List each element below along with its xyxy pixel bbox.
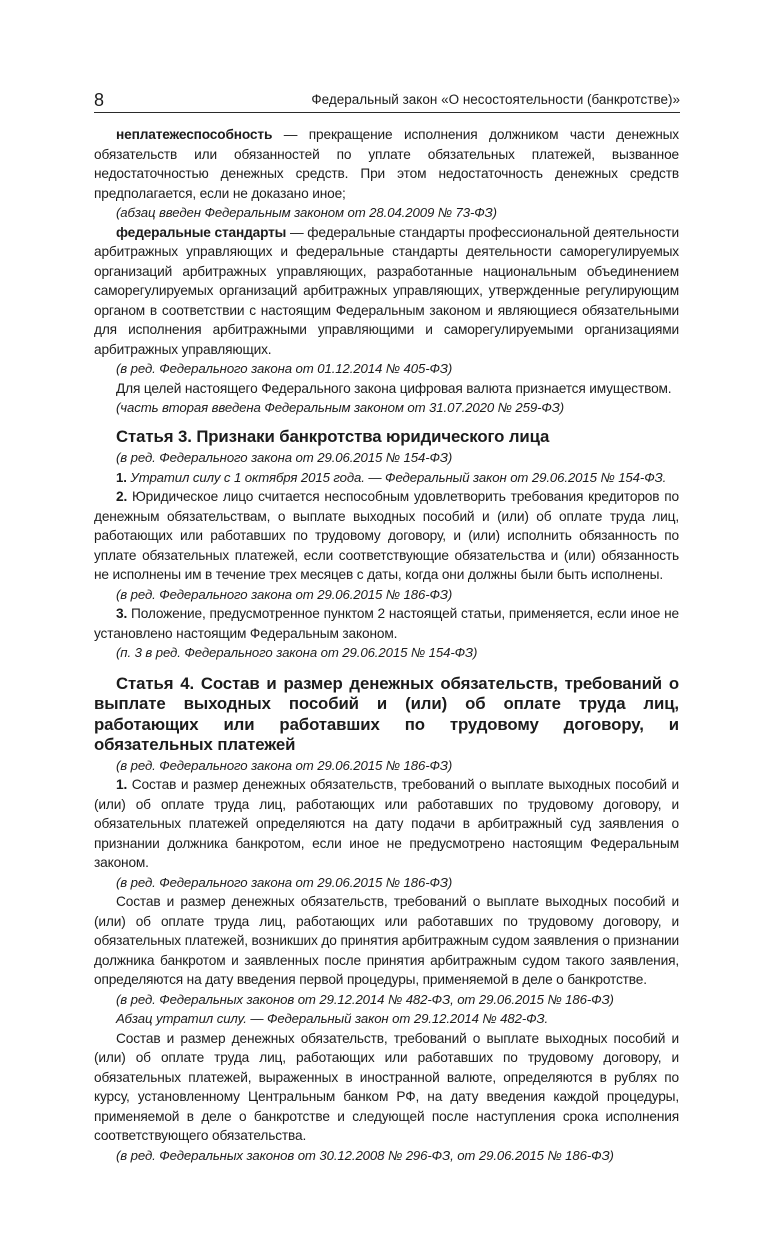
amendment-note: (в ред. Федеральных законов от 30.12.2008 № 296-ФЗ, от 29.06.2015 № 186-ФЗ) bbox=[116, 1147, 614, 1163]
amendment-note: (в ред. Федерального закона от 29.06.2015 № 186-ФЗ) bbox=[116, 874, 453, 890]
definition-text: — федеральные стандарты профессиональной деятельности арбитражных управляющих и федеральные стандарты деятельности саморегулируемых организаций арбитражных управляющих, разработанные национальным объединением саморегулируемых организаций арбитражных управляющих, утвержденные регулирующим органом в соответствии с настоящим Федеральным законом и являющиеся обязательными для исполнения арбитражными управляющими и саморегулируемыми организациями арбитражных управляющих. bbox=[94, 224, 679, 357]
point-text: Юридическое лицо считается неспособным удовлетворить требования кредиторов по денежным обязательствам, о выплате выходных пособий и (или) об оплате труда лиц, работающих или работавших по трудовому договору, и (или) исполнить обязанность по уплате обязательных платежей, если соответствующие обязательства и (или) обязанность не исполнены им в течение трех месяцев с даты, когда они должны были быть исполнены. bbox=[94, 489, 679, 582]
page-content bbox=[94, 125, 679, 1165]
amendment-note: (п. 3 в ред. Федерального закона от 29.06.2015 № 154-ФЗ) bbox=[116, 645, 478, 660]
amendment-note: (в ред. Федерального закона от 29.06.2015 № 186-ФЗ) bbox=[116, 586, 453, 602]
point-number: 3. bbox=[116, 606, 128, 621]
amendment-note: (в ред. Федеральных законов от 29.12.2014 № 482-ФЗ, от 29.06.2015 № 186-ФЗ) bbox=[116, 991, 614, 1007]
definition-federal-standards bbox=[94, 223, 679, 360]
amendment-note: (в ред. Федерального закона от 29.06.2015 № 186-ФЗ) bbox=[116, 757, 453, 773]
running-title: Федеральный закон «О несостоятельности (банкротстве)» bbox=[311, 92, 680, 107]
point-text: Положение, предусмотренное пунктом 2 настоящей статьи, применяется, если иное не установлено настоящим Федеральным законом. bbox=[94, 606, 679, 641]
article-4-paragraph-4: Состав и размер денежных обязательств, требований о выплате выходных пособий и (или) об оплате труда лиц, работающих или работавших по трудовому договору, и обязательных платежей, выраженных в иностранной валюте, определяются в рублях по курсу, установленному Центральным банком РФ, на дату введения каждой процедуры, применяемой в деле о банкротстве и следующей после наступления срока исполнения соответствующего обязательства. bbox=[94, 1030, 679, 1143]
amendment-note: (часть вторая введена Федеральным законом от 31.07.2020 № 259-ФЗ) bbox=[116, 400, 565, 415]
article-3-heading: Статья 3. Признаки банкротства юридического лица bbox=[116, 426, 550, 446]
point-number: 1. bbox=[116, 777, 128, 792]
repealed-paragraph-note: Абзац утратил силу. — Федеральный закон от 29.12.2014 № 482-ФЗ. bbox=[116, 1011, 549, 1026]
definition-insolvency bbox=[94, 125, 679, 203]
term-federal-standards: федеральные стандарты bbox=[116, 224, 287, 240]
page-header bbox=[94, 88, 680, 113]
article-3-point-1 bbox=[94, 468, 679, 488]
article-4-heading: Статья 4. Состав и размер денежных обязательств, требований о выплате выходных пособий и (или) об оплате труда лиц, работающих или работавших по трудовому договору, и обязательных платежей bbox=[94, 673, 679, 754]
article-4-paragraph-2: Состав и размер денежных обязательств, требований о выплате выходных пособий и (или) об оплате труда лиц, работающих или работавших по трудовому договору, и обязательных платежей, возникших до принятия арбитражным судом заявления о признании должника банкротом и заявленных после принятия арбитражным судом такого заявления, определяются на дату введения первой процедуры, применяемой в деле о банкротстве. bbox=[94, 894, 679, 987]
article-3-point-3 bbox=[94, 604, 679, 643]
point-number: 2. bbox=[116, 489, 128, 504]
amendment-note: (в ред. Федерального закона от 29.06.2015 № 154-ФЗ) bbox=[116, 450, 453, 465]
paragraph-digital-currency: Для целей настоящего Федерального закона цифровая валюта признается имуществом. bbox=[116, 380, 672, 396]
point-number: 1. bbox=[116, 469, 127, 485]
page-number: 8 bbox=[94, 90, 105, 110]
amendment-note: (в ред. Федерального закона от 01.12.2014 № 405-ФЗ) bbox=[116, 361, 453, 376]
amendment-note: (абзац введен Федеральным законом от 28.04.2009 № 73-ФЗ) bbox=[116, 205, 497, 220]
point-text: Утратил силу с 1 октября 2015 года. — Федеральный закон от 29.06.2015 № 154-ФЗ. bbox=[126, 469, 667, 485]
article-3-point-2 bbox=[94, 487, 679, 585]
article-4-point-1 bbox=[94, 775, 679, 873]
point-text: Состав и размер денежных обязательств, требований о выплате выходных пособий и (или) об оплате труда лиц, работающих или работавших по трудовому договору, и обязательных платежей определяются на дату подачи в арбитражный суд заявления о признании должника банкротом, если иное не предусмотрено настоящим Федеральным законом. bbox=[94, 777, 679, 870]
term-insolvency: неплатежеспособность bbox=[116, 127, 273, 142]
definition-text: — прекращение исполнения должником части денежных обязательств или обязанностей по уплате обязательных платежей, вызванное недостаточностью денежных средств. При этом недостаточность денежных средств предполагается, если не доказано иное; bbox=[94, 127, 679, 201]
